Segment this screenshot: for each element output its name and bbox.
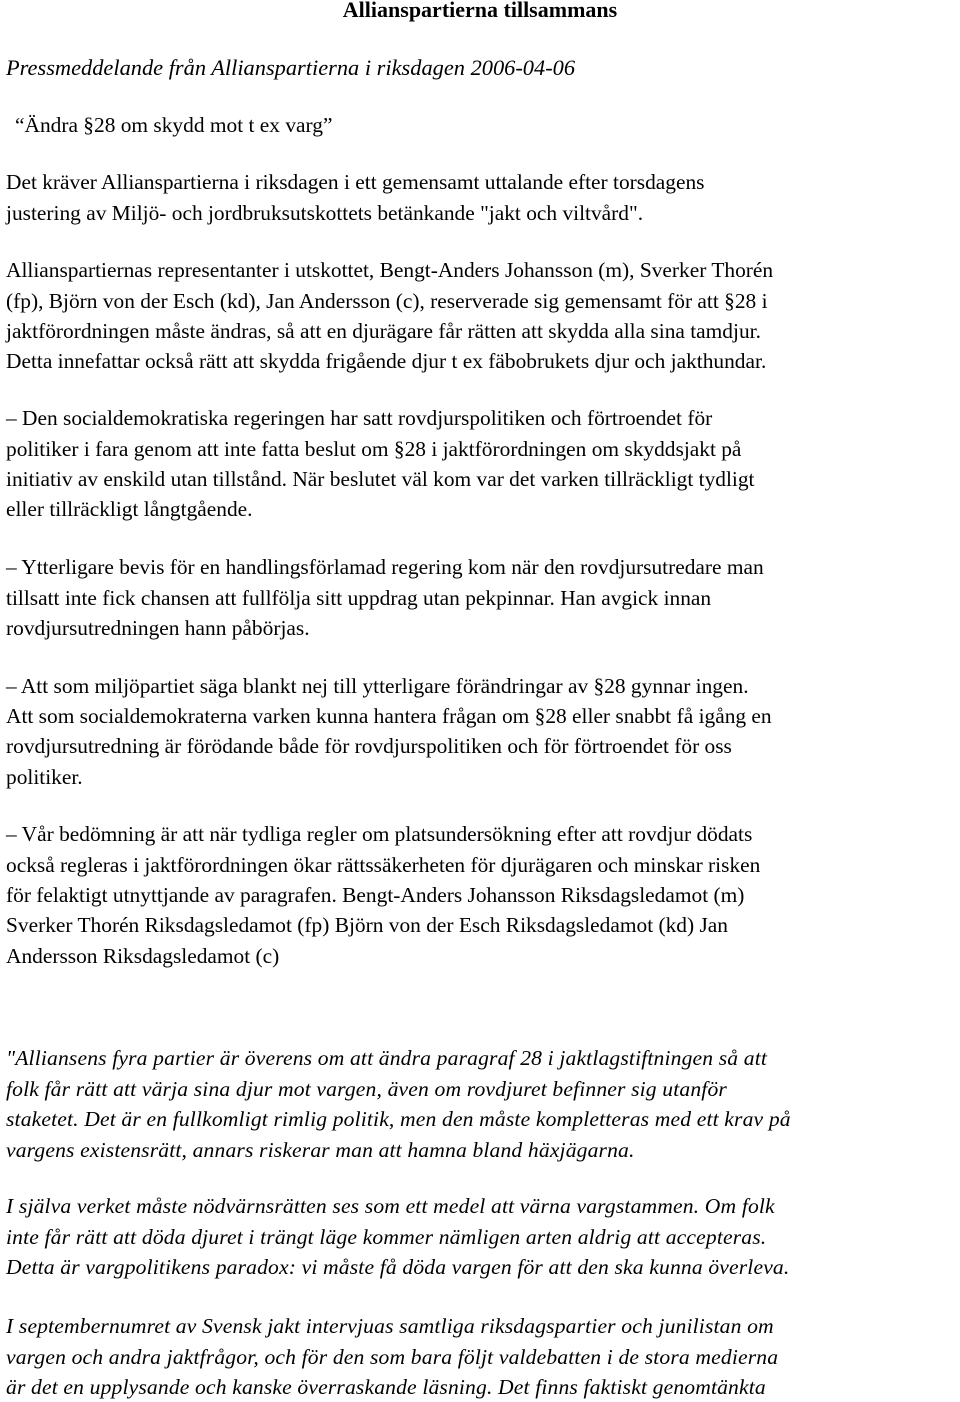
paragraph-line: Detta innefattar också rätt att skydda frigående djur t ex fäbobrukets djur och jakthundar. [6, 349, 767, 373]
paragraph-line: politiker i fara genom att inte fatta beslut om §28 i jaktförordningen om skyddsjakt på [6, 437, 742, 461]
paragraph-line: Att som socialdemokraterna varken kunna hantera frågan om §28 eller snabbt få igång en [6, 704, 772, 728]
paragraph-line: eller tillräckligt långtgående. [6, 497, 253, 521]
quote-line: folk får rätt att värja sina djur mot vargen, även om rovdjuret befinner sig utanför [6, 1077, 727, 1101]
paragraph-line: – Vår bedömning är att när tydliga regler om platsundersökning efter att rovdjur dödats [6, 822, 753, 846]
paragraph-line: – Ytterligare bevis för en handlingsförlamad regering kom när den rovdjursutredare man [6, 555, 764, 579]
quote-line: staketet. Det är en fullkomligt rimlig politik, men den måste kompletteras med ett krav på [6, 1107, 791, 1131]
paragraph-line: tillsatt inte fick chansen att fullfölja sitt uppdrag utan pekpinnar. Han avgick innan [6, 586, 712, 610]
paragraph-line: politiker. [6, 765, 83, 789]
quote-line: är det en upplysande och kanske överraskande läsning. Det finns faktiskt genomtänkta [6, 1375, 766, 1399]
paragraph-line: jaktförordningen måste ändras, så att en djurägare får rätten att skydda alla sina tamdjur. [6, 319, 761, 343]
paragraph-line: rovdjursutredningen hann påbörjas. [6, 616, 310, 640]
quote-line: vargens existensrätt, annars riskerar man att hamna bland häxjägarna. [6, 1138, 635, 1162]
paragraph-line: – Den socialdemokratiska regeringen har satt rovdjurspolitiken och förtroendet för [6, 406, 713, 430]
quote-line: I septembernumret av Svensk jakt intervjuas samtliga riksdagspartier och junilistan om [6, 1314, 774, 1338]
paragraph-line: Sverker Thorén Riksdagsledamot (fp) Björn von der Esch Riksdagsledamot (kd) Jan [6, 913, 728, 937]
headline-quote: “Ändra §28 om skydd mot t ex varg” [15, 113, 333, 137]
quote-line: I själva verket måste nödvärnsrätten ses som ett medel att värna vargstammen. Om folk [6, 1194, 775, 1218]
paragraph-line: för felaktigt utnyttjande av paragrafen. Bengt-Anders Johansson Riksdagsledamot (m) [6, 883, 745, 907]
paragraph-line: – Att som miljöpartiet säga blankt nej till ytterligare förändringar av §28 gynnar ingen. [6, 674, 749, 698]
paragraph-line: Det kräver Allianspartierna i riksdagen i ett gemensamt uttalande efter torsdagens [6, 170, 705, 194]
paragraph-line: Allianspartiernas representanter i utskottet, Bengt-Anders Johansson (m), Sverker Thorén [6, 258, 774, 282]
paragraph-line: också regleras i jaktförordningen ökar rättssäkerheten för djurägaren och minskar risken [6, 853, 761, 877]
paragraph-line: justering av Miljö- och jordbruksutskottets betänkande "jakt och viltvård". [6, 201, 644, 225]
paragraph-line: rovdjursutredning är förödande både för rovdjurspolitiken och för förtroendet för oss [6, 734, 732, 758]
paragraph-line: (fp), Björn von der Esch (kd), Jan Andersson (c), reserverade sig gemensamt för att §28 i [6, 289, 768, 313]
quote-line: "Alliansens fyra partier är överens om att ändra paragraf 28 i jaktlagstiftningen så att [6, 1046, 768, 1070]
paragraph-line: initiativ av enskild utan tillstånd. När beslutet väl kom var det varken tillräckligt tydligt [6, 467, 755, 491]
quote-line: inte får rätt att döda djuret i trängt läge kommer nämligen arten aldrig att accepteras. [6, 1225, 767, 1249]
document-title: Allianspartierna tillsammans [342, 0, 618, 22]
quote-line: vargen och andra jaktfrågor, och för den som bara följt valdebatten i de stora medierna [6, 1345, 779, 1369]
paragraph-line: Andersson Riksdagsledamot (c) [6, 944, 280, 968]
quote-line: Detta är vargpolitikens paradox: vi måste få döda vargen för att den ska kunna överleva. [6, 1255, 790, 1279]
press-release-subtitle: Pressmeddelande från Allianspartierna i riksdagen 2006-04-06 [6, 55, 576, 80]
